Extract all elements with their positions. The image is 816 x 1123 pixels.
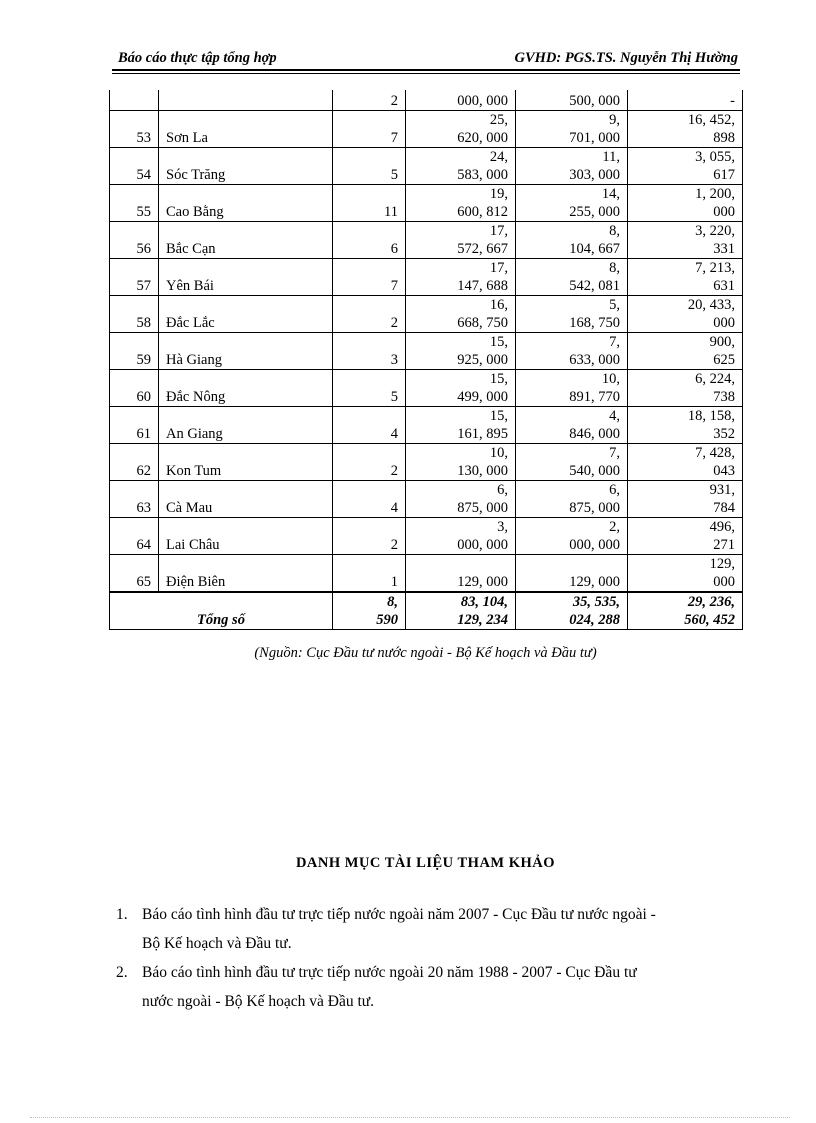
reference-text-line: Báo cáo tình hình đầu tư trực tiếp nước ngoài năm 2007 - Cục Đầu tư nước ngoài - bbox=[142, 906, 656, 923]
province-name: Lai Châu bbox=[159, 518, 333, 555]
total-other-line: 560, 452 bbox=[684, 612, 735, 628]
implemented-capital-line: 168, 750 bbox=[569, 315, 620, 331]
implemented-capital-line: 542, 081 bbox=[569, 278, 620, 294]
registered-capital-line: 24, bbox=[489, 149, 508, 165]
registered-capital-line: 583, 000 bbox=[457, 167, 508, 183]
other-capital bbox=[628, 481, 743, 518]
other-capital bbox=[628, 555, 743, 593]
registered-capital-line: 17, bbox=[489, 260, 508, 276]
province-name: Hà Giang bbox=[159, 333, 333, 370]
registered-capital-line: 572, 667 bbox=[457, 241, 508, 257]
total-registered-line: 83, 104, bbox=[460, 594, 508, 610]
row-number: 55 bbox=[110, 185, 159, 222]
total-registered bbox=[406, 592, 516, 630]
other-capital-line: 7, 428, bbox=[695, 445, 735, 461]
implemented-capital-line: 129, 000 bbox=[569, 574, 620, 590]
project-count: 7 bbox=[333, 259, 406, 296]
province-name: Yên Bái bbox=[159, 259, 333, 296]
reference-text-line: nước ngoài - Bộ Kế hoạch và Đầu tư. bbox=[142, 993, 375, 1010]
implemented-capital-line: 10, bbox=[601, 371, 620, 387]
registered-capital bbox=[406, 333, 516, 370]
implemented-capital-line: 2, bbox=[609, 519, 620, 535]
fdi-province-table bbox=[109, 90, 743, 630]
total-other bbox=[628, 592, 743, 630]
province-name: Kon Tum bbox=[159, 444, 333, 481]
other-capital-line: - bbox=[730, 93, 735, 109]
province-name: Bắc Cạn bbox=[159, 222, 333, 259]
registered-capital-line: 15, bbox=[489, 408, 508, 424]
other-capital-line: 000 bbox=[713, 315, 735, 331]
other-capital-line: 625 bbox=[713, 352, 735, 368]
row-number: 64 bbox=[110, 518, 159, 555]
total-projects-line: 8, bbox=[387, 594, 398, 610]
registered-capital bbox=[406, 111, 516, 148]
total-implemented-line: 35, 535, bbox=[572, 594, 620, 610]
province-name: An Giang bbox=[159, 407, 333, 444]
registered-capital-line: 19, bbox=[489, 186, 508, 202]
province-name bbox=[159, 90, 333, 111]
implemented-capital-line: 000, 000 bbox=[569, 537, 620, 553]
table-row bbox=[110, 259, 743, 296]
other-capital-line: 331 bbox=[713, 241, 735, 257]
registered-capital bbox=[406, 185, 516, 222]
registered-capital-line: 10, bbox=[489, 445, 508, 461]
implemented-capital-line: 5, bbox=[609, 297, 620, 313]
page-bottom-rule bbox=[30, 1117, 790, 1118]
other-capital-line: 000 bbox=[713, 204, 735, 220]
header-rule-thick bbox=[112, 69, 740, 71]
implemented-capital-line: 8, bbox=[609, 223, 620, 239]
total-implemented bbox=[516, 592, 628, 630]
registered-capital bbox=[406, 370, 516, 407]
reference-number: 1. bbox=[116, 906, 128, 923]
implemented-capital-line: 7, bbox=[609, 445, 620, 461]
implemented-capital bbox=[516, 185, 628, 222]
table-row bbox=[110, 148, 743, 185]
implemented-capital-line: 303, 000 bbox=[569, 167, 620, 183]
project-count: 2 bbox=[333, 296, 406, 333]
province-name: Sơn La bbox=[159, 111, 333, 148]
registered-capital-line: 15, bbox=[489, 334, 508, 350]
other-capital bbox=[628, 90, 743, 111]
table-body bbox=[110, 90, 743, 630]
registered-capital-line: 3, bbox=[497, 519, 508, 535]
project-count: 1 bbox=[333, 555, 406, 593]
table-row bbox=[110, 333, 743, 370]
implemented-capital bbox=[516, 90, 628, 111]
project-count: 6 bbox=[333, 222, 406, 259]
implemented-capital-line: 891, 770 bbox=[569, 389, 620, 405]
other-capital-line: 271 bbox=[713, 537, 735, 553]
row-number: 62 bbox=[110, 444, 159, 481]
province-name: Cao Bằng bbox=[159, 185, 333, 222]
total-registered-line: 129, 234 bbox=[457, 612, 508, 628]
other-capital-line: 18, 158, bbox=[687, 408, 735, 424]
reference-item bbox=[112, 900, 747, 958]
reference-text-line: Bộ Kế hoạch và Đầu tư. bbox=[142, 935, 292, 952]
project-count: 5 bbox=[333, 148, 406, 185]
reference-number: 2. bbox=[116, 964, 128, 981]
project-count: 3 bbox=[333, 333, 406, 370]
registered-capital-line: 620, 000 bbox=[457, 130, 508, 146]
header-rule-thin bbox=[112, 73, 740, 74]
other-capital bbox=[628, 259, 743, 296]
row-number: 60 bbox=[110, 370, 159, 407]
implemented-capital bbox=[516, 148, 628, 185]
registered-capital-line: 161, 895 bbox=[457, 426, 508, 442]
other-capital-line: 617 bbox=[713, 167, 735, 183]
registered-capital-line: 000, 000 bbox=[457, 537, 508, 553]
row-number: 56 bbox=[110, 222, 159, 259]
other-capital-line: 7, 213, bbox=[695, 260, 735, 276]
project-count: 4 bbox=[333, 481, 406, 518]
project-count: 4 bbox=[333, 407, 406, 444]
implemented-capital-line: 255, 000 bbox=[569, 204, 620, 220]
implemented-capital bbox=[516, 407, 628, 444]
row-number: 57 bbox=[110, 259, 159, 296]
implemented-capital bbox=[516, 111, 628, 148]
registered-capital-line: 130, 000 bbox=[457, 463, 508, 479]
other-capital-line: 3, 055, bbox=[695, 149, 735, 165]
other-capital-line: 931, bbox=[709, 482, 735, 498]
other-capital bbox=[628, 222, 743, 259]
implemented-capital-line: 701, 000 bbox=[569, 130, 620, 146]
implemented-capital bbox=[516, 296, 628, 333]
registered-capital-line: 147, 688 bbox=[457, 278, 508, 294]
other-capital-line: 3, 220, bbox=[695, 223, 735, 239]
registered-capital bbox=[406, 518, 516, 555]
row-number: 59 bbox=[110, 333, 159, 370]
other-capital-line: 738 bbox=[713, 389, 735, 405]
total-other-line: 29, 236, bbox=[687, 594, 735, 610]
other-capital-line: 20, 433, bbox=[687, 297, 735, 313]
other-capital-line: 784 bbox=[713, 500, 735, 516]
other-capital-line: 16, 452, bbox=[687, 112, 735, 128]
table-row bbox=[110, 222, 743, 259]
registered-capital-line: 600, 812 bbox=[457, 204, 508, 220]
other-capital-line: 898 bbox=[713, 130, 735, 146]
registered-capital-line: 668, 750 bbox=[457, 315, 508, 331]
row-number bbox=[110, 90, 159, 111]
reference-item bbox=[112, 958, 747, 1016]
implemented-capital bbox=[516, 444, 628, 481]
province-name: Sóc Trăng bbox=[159, 148, 333, 185]
implemented-capital bbox=[516, 518, 628, 555]
table-row bbox=[110, 444, 743, 481]
table-row bbox=[110, 518, 743, 555]
other-capital-line: 6, 224, bbox=[695, 371, 735, 387]
other-capital-line: 496, bbox=[709, 519, 735, 535]
implemented-capital bbox=[516, 259, 628, 296]
row-number: 63 bbox=[110, 481, 159, 518]
registered-capital-line: 925, 000 bbox=[457, 352, 508, 368]
registered-capital-line: 16, bbox=[489, 297, 508, 313]
row-number: 61 bbox=[110, 407, 159, 444]
registered-capital bbox=[406, 148, 516, 185]
registered-capital bbox=[406, 481, 516, 518]
other-capital bbox=[628, 148, 743, 185]
registered-capital-line: 499, 000 bbox=[457, 389, 508, 405]
other-capital-line: 352 bbox=[713, 426, 735, 442]
registered-capital-line: 6, bbox=[497, 482, 508, 498]
references-list bbox=[112, 900, 747, 1016]
registered-capital-line: 25, bbox=[489, 112, 508, 128]
registered-capital-line: 000, 000 bbox=[457, 93, 508, 109]
implemented-capital bbox=[516, 222, 628, 259]
registered-capital bbox=[406, 296, 516, 333]
row-number: 54 bbox=[110, 148, 159, 185]
implemented-capital-line: 104, 667 bbox=[569, 241, 620, 257]
table-row bbox=[110, 370, 743, 407]
implemented-capital-line: 9, bbox=[609, 112, 620, 128]
implemented-capital-line: 540, 000 bbox=[569, 463, 620, 479]
total-projects-line: 590 bbox=[376, 612, 398, 628]
table-source-note: (Nguồn: Cục Đầu tư nước ngoài - Bộ Kế hoạch và Đầu tư) bbox=[254, 645, 597, 661]
implemented-capital-line: 4, bbox=[609, 408, 620, 424]
other-capital bbox=[628, 185, 743, 222]
header-report-title: Báo cáo thực tập tổng hợp bbox=[118, 50, 277, 66]
other-capital-line: 631 bbox=[713, 278, 735, 294]
implemented-capital-line: 11, bbox=[602, 149, 620, 165]
other-capital bbox=[628, 111, 743, 148]
other-capital-line: 900, bbox=[709, 334, 735, 350]
registered-capital bbox=[406, 90, 516, 111]
other-capital bbox=[628, 296, 743, 333]
implemented-capital-line: 6, bbox=[609, 482, 620, 498]
registered-capital bbox=[406, 444, 516, 481]
row-number: 58 bbox=[110, 296, 159, 333]
project-count: 2 bbox=[333, 90, 406, 111]
other-capital bbox=[628, 444, 743, 481]
implemented-capital-line: 846, 000 bbox=[569, 426, 620, 442]
province-name: Đắc Nông bbox=[159, 370, 333, 407]
implemented-capital bbox=[516, 370, 628, 407]
implemented-capital bbox=[516, 481, 628, 518]
other-capital-line: 043 bbox=[713, 463, 735, 479]
row-number: 65 bbox=[110, 555, 159, 593]
reference-text-line: Báo cáo tình hình đầu tư trực tiếp nước ngoài 20 năm 1988 - 2007 - Cục Đầu tư bbox=[142, 964, 637, 981]
other-capital-line: 1, 200, bbox=[695, 186, 735, 202]
other-capital bbox=[628, 370, 743, 407]
implemented-capital-line: 14, bbox=[601, 186, 620, 202]
project-count: 11 bbox=[333, 185, 406, 222]
registered-capital bbox=[406, 407, 516, 444]
registered-capital bbox=[406, 222, 516, 259]
registered-capital bbox=[406, 259, 516, 296]
project-count: 7 bbox=[333, 111, 406, 148]
row-number: 53 bbox=[110, 111, 159, 148]
implemented-capital bbox=[516, 555, 628, 593]
project-count: 2 bbox=[333, 444, 406, 481]
total-row bbox=[110, 592, 743, 630]
other-capital bbox=[628, 518, 743, 555]
province-name: Cà Mau bbox=[159, 481, 333, 518]
header-supervisor: GVHD: PGS.TS. Nguyễn Thị Hường bbox=[514, 50, 738, 66]
project-count: 5 bbox=[333, 370, 406, 407]
table-row bbox=[110, 111, 743, 148]
registered-capital-line: 15, bbox=[489, 371, 508, 387]
total-projects bbox=[333, 592, 406, 630]
registered-capital-line: 17, bbox=[489, 223, 508, 239]
total-implemented-line: 024, 288 bbox=[569, 612, 620, 628]
implemented-capital-line: 875, 000 bbox=[569, 500, 620, 516]
project-count: 2 bbox=[333, 518, 406, 555]
references-title: DANH MỤC TÀI LIỆU THAM KHẢO bbox=[295, 855, 556, 871]
table-row bbox=[110, 555, 743, 593]
implemented-capital-line: 8, bbox=[609, 260, 620, 276]
table-row bbox=[110, 185, 743, 222]
table-row bbox=[110, 296, 743, 333]
registered-capital bbox=[406, 555, 516, 593]
table-row bbox=[110, 481, 743, 518]
implemented-capital bbox=[516, 333, 628, 370]
other-capital-line: 000 bbox=[713, 574, 735, 590]
other-capital-line: 129, bbox=[709, 556, 735, 572]
other-capital bbox=[628, 407, 743, 444]
implemented-capital-line: 633, 000 bbox=[569, 352, 620, 368]
page-header bbox=[118, 50, 738, 68]
province-name: Điện Biên bbox=[159, 555, 333, 593]
total-label: Tổng số bbox=[110, 592, 333, 630]
table-row bbox=[110, 407, 743, 444]
registered-capital-line: 875, 000 bbox=[457, 500, 508, 516]
table-row bbox=[110, 90, 743, 111]
province-name: Đắc Lắc bbox=[159, 296, 333, 333]
registered-capital-line: 129, 000 bbox=[457, 574, 508, 590]
other-capital bbox=[628, 333, 743, 370]
implemented-capital-line: 7, bbox=[609, 334, 620, 350]
implemented-capital-line: 500, 000 bbox=[569, 93, 620, 109]
